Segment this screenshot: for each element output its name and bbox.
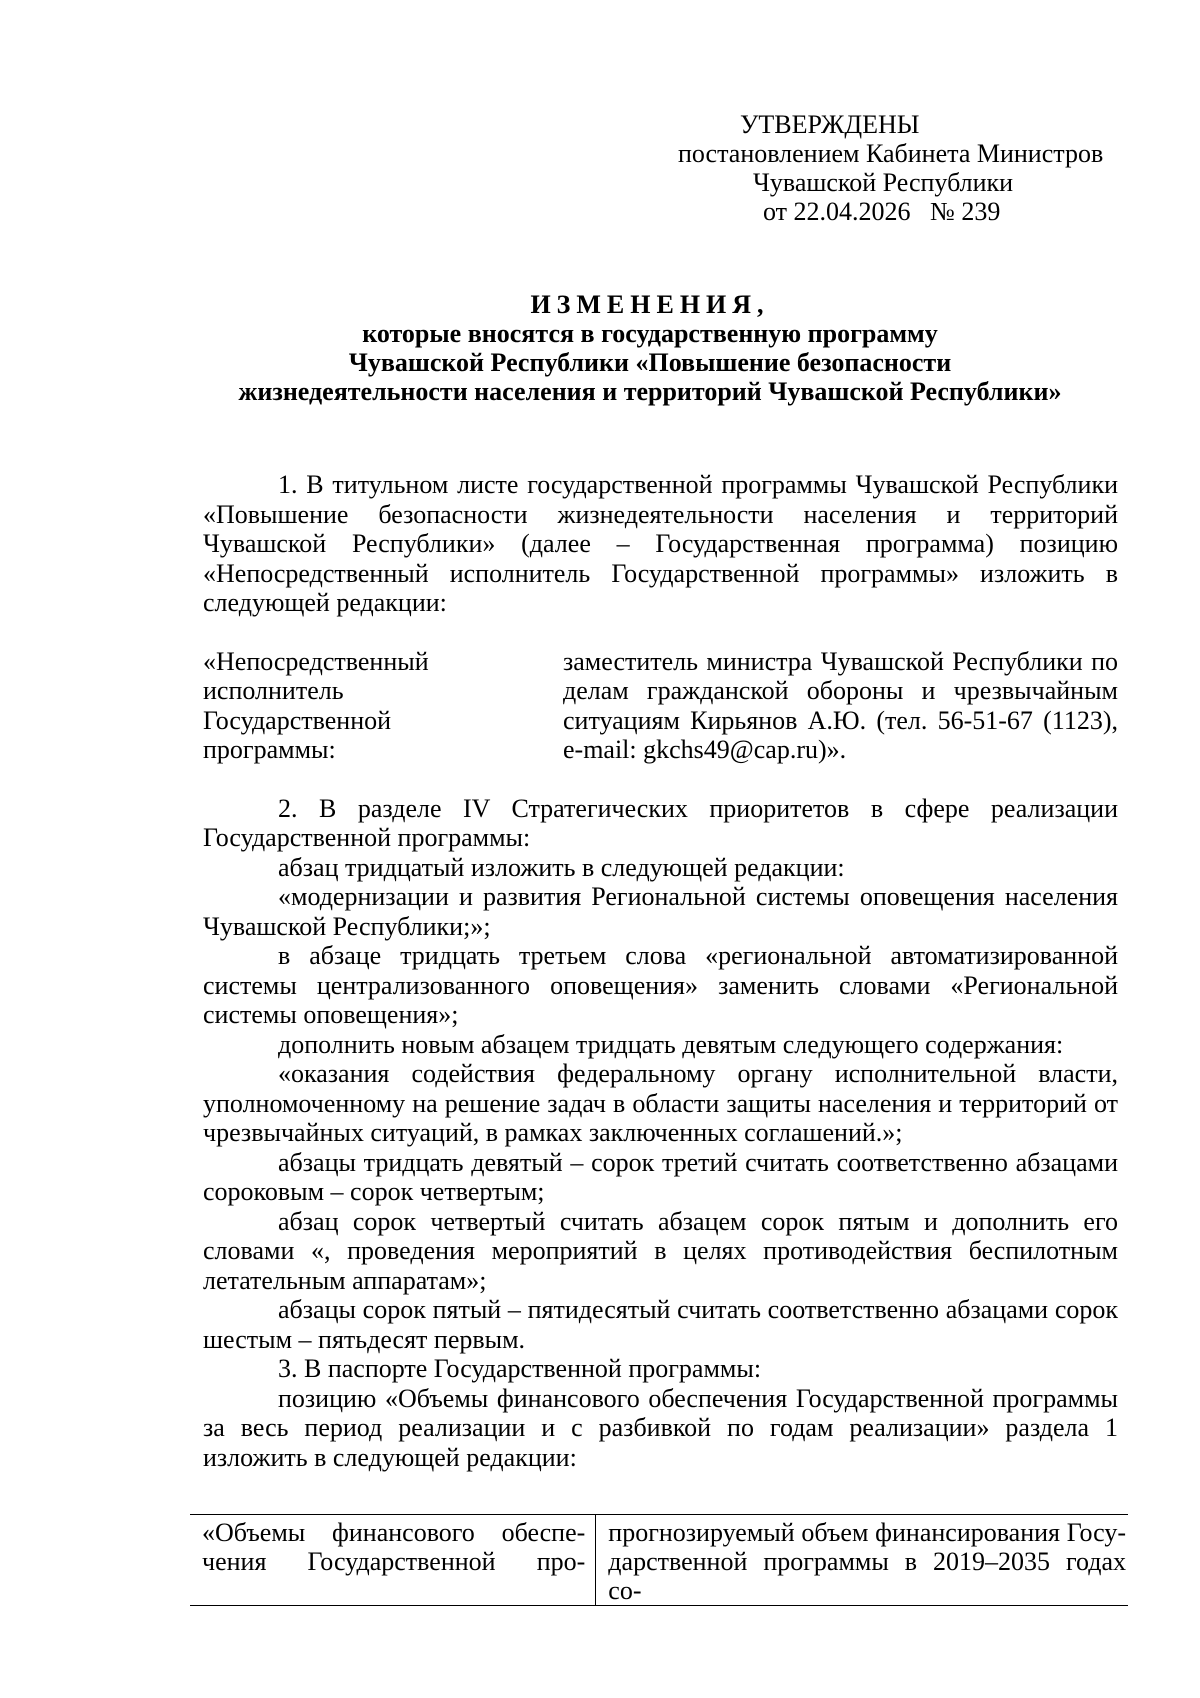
title-line-2: Чувашской Республики «Повышение безопасности bbox=[348, 348, 952, 377]
document-body bbox=[203, 470, 1118, 1472]
approval-stamp bbox=[678, 110, 1118, 226]
financing-label-line-1: «Объемы финансового обеспе- bbox=[202, 1518, 586, 1547]
section-2-paragraph: 2. В разделе IV Стратегических приоритетов в сфере реализации Государственной программы: bbox=[203, 793, 1118, 852]
title-line-1: которые вносятся в государственную программу bbox=[362, 319, 938, 348]
section-2-paragraph: абзацы сорок пятый – пятидесятый считать соответственно абзацами сорок шестым – пятьдесят первым. bbox=[203, 1295, 1118, 1354]
financing-value-line-2: дарственной программы в 2019–2035 годах со- bbox=[608, 1547, 1126, 1605]
section-2-paragraph: абзацы тридцать девятый – сорок третий считать соответственно абзацами сороковым – сорок четвертым; bbox=[203, 1147, 1118, 1206]
section-3-paragraph: позицию «Объемы финансового обеспечения Государственной программы за весь период реализации и с разбивкой по годам реализации» раздела 1 изложить в следующей редакции: bbox=[203, 1383, 1118, 1472]
section-2-paragraph: дополнить новым абзацем тридцать девятым следующего содержания: bbox=[278, 1029, 1064, 1059]
position-table bbox=[203, 647, 1118, 765]
position-value: заместитель министра Чувашской Республики по делам гражданской обороны и чрезвычайным ситуациям Кирьянов А.Ю. (тел. 56-51-67 (1123), e-mail: gkchs49@cap.ru)». bbox=[563, 646, 1118, 764]
document-title bbox=[190, 290, 1110, 406]
section-2-paragraph: «модернизации и развития Региональной системы оповещения населения Чувашской Республики;»; bbox=[203, 882, 1118, 941]
financing-value-line-1: прогнозируемый объем финансирования Госу- bbox=[608, 1518, 1126, 1547]
financing-table bbox=[190, 1514, 1128, 1606]
approval-title: УТВЕРЖДЕНЫ bbox=[740, 110, 920, 139]
financing-table-value-cell bbox=[596, 1515, 1128, 1605]
approval-region: Чувашской Республики bbox=[753, 168, 1014, 197]
financing-label-line-2: чения Государственной про- bbox=[202, 1547, 586, 1576]
section-2-paragraph: абзац тридцатый изложить в следующей редакции: bbox=[278, 852, 845, 882]
section-2-paragraph: абзац сорок четвертый считать абзацем сорок пятым и дополнить его словами «, проведения мероприятий в целях противодействия беспилотным летательным аппаратам»; bbox=[203, 1206, 1118, 1295]
approval-date-number: от 22.04.2026 № 239 bbox=[763, 197, 1001, 226]
title-heading: ИЗМЕНЕНИЯ, bbox=[530, 290, 770, 319]
financing-table-label-cell bbox=[190, 1515, 596, 1605]
section-2-paragraph: в абзаце тридцать третьем слова «региональной автоматизированной системы централизованного оповещения» заменить словами «Региональной системы оповещения»; bbox=[203, 941, 1118, 1029]
position-label: «Непосредственный исполнитель Государственной программы: bbox=[203, 646, 429, 764]
section-1-intro: 1. В титульном листе государственной программы Чувашской Республики «Повышение безопасности жизнедеятельности населения и территорий Чувашской Республики» (далее – Государственная программа) позицию «Непосредственный исполнитель Государственной программы» изложить в следующей редакции: bbox=[203, 470, 1118, 617]
approval-issuer: постановлением Кабинета Министров bbox=[678, 139, 1104, 168]
section-2-paragraph: «оказания содействия федеральному органу исполнительной власти, уполномоченному на решение задач в области защиты населения и территорий от чрезвычайных ситуаций, в рамках заключенных соглашений.»; bbox=[203, 1059, 1118, 1147]
title-line-3: жизнедеятельности населения и территорий Чувашской Республики» bbox=[238, 377, 1062, 406]
section-3-paragraph: 3. В паспорте Государственной программы: bbox=[278, 1354, 762, 1383]
